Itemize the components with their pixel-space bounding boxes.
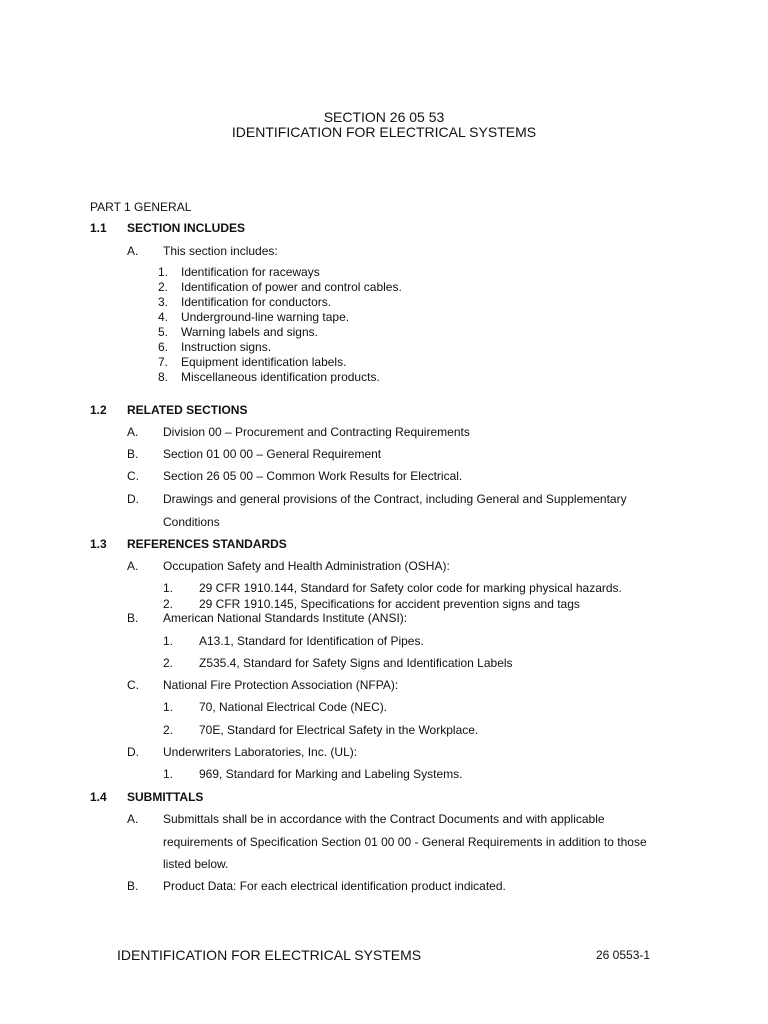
paragraph-letter: D. bbox=[127, 745, 139, 759]
list-item: Equipment identification labels. bbox=[181, 355, 347, 369]
article-1-1-title: SECTION INCLUDES bbox=[127, 221, 246, 235]
subparagraph-text: A13.1, Standard for Identification of Pipes. bbox=[199, 634, 424, 648]
paragraph-letter: A. bbox=[127, 425, 139, 439]
paragraph-text-continued: Conditions bbox=[163, 515, 220, 529]
footer-title: IDENTIFICATION FOR ELECTRICAL SYSTEMS bbox=[117, 947, 422, 963]
list-item: Identification for raceways bbox=[181, 265, 320, 279]
article-1-3-number: 1.3 bbox=[90, 537, 107, 551]
list-item: Warning labels and signs. bbox=[181, 325, 318, 339]
paragraph-letter: A. bbox=[127, 812, 139, 826]
section-number: SECTION 26 05 53 bbox=[323, 109, 445, 125]
article-1-4-title: SUBMITTALS bbox=[127, 790, 204, 804]
subparagraph-number: 1. bbox=[163, 581, 174, 595]
paragraph-letter: B. bbox=[127, 611, 139, 625]
paragraph-text: Section 01 00 00 – General Requirement bbox=[163, 447, 382, 461]
subparagraph-number: 2. bbox=[163, 723, 174, 737]
subparagraph-number: 1. bbox=[163, 634, 174, 648]
list-item: Instruction signs. bbox=[181, 340, 272, 354]
paragraph-letter: C. bbox=[127, 469, 139, 483]
paragraph-letter: D. bbox=[127, 492, 139, 506]
list-number: 7. bbox=[158, 355, 169, 369]
list-item: Miscellaneous identification products. bbox=[181, 370, 380, 384]
list-item: Underground-line warning tape. bbox=[181, 310, 350, 324]
article-1-3-title: REFERENCES STANDARDS bbox=[127, 537, 287, 551]
article-1-2-number: 1.2 bbox=[90, 403, 107, 417]
section-title: IDENTIFICATION FOR ELECTRICAL SYSTEMS bbox=[231, 124, 537, 140]
paragraph-text: Occupation Safety and Health Administration (OSHA): bbox=[163, 559, 450, 573]
paragraph-letter: C. bbox=[127, 678, 139, 692]
paragraph-text-continued: listed below. bbox=[163, 857, 229, 871]
paragraph-text-continued: requirements of Specification Section 01 00 00 - General Requirements in addition to those bbox=[163, 835, 647, 849]
list-number: 6. bbox=[158, 340, 169, 354]
paragraph-text: Section 26 05 00 – Common Work Results for Electrical. bbox=[163, 469, 463, 483]
list-item: Identification of power and control cables. bbox=[181, 280, 402, 294]
paragraph-letter: A. bbox=[127, 244, 139, 258]
subparagraph-text: 70E, Standard for Electrical Safety in the Workplace. bbox=[199, 723, 479, 737]
subparagraph-text: 29 CFR 1910.145, Specifications for accident prevention signs and tags bbox=[199, 597, 580, 611]
list-number: 2. bbox=[158, 280, 169, 294]
paragraph-letter: B. bbox=[127, 447, 139, 461]
paragraph-text: National Fire Protection Association (NFPA): bbox=[163, 678, 399, 692]
subparagraph-text: 969, Standard for Marking and Labeling Systems. bbox=[199, 767, 463, 781]
part-heading: PART 1 GENERAL bbox=[90, 200, 192, 214]
paragraph-letter: B. bbox=[127, 879, 139, 893]
paragraph-text: American National Standards Institute (ANSI): bbox=[163, 611, 408, 625]
paragraph-text: Division 00 – Procurement and Contracting Requirements bbox=[163, 425, 470, 439]
article-1-2-title: RELATED SECTIONS bbox=[127, 403, 248, 417]
footer-page-number: 26 0553-1 bbox=[596, 948, 651, 962]
subparagraph-number: 2. bbox=[163, 597, 174, 611]
subparagraph-number: 1. bbox=[163, 767, 174, 781]
paragraph-text: Product Data: For each electrical identification product indicated. bbox=[163, 879, 506, 893]
list-number: 5. bbox=[158, 325, 169, 339]
subparagraph-text: Z535.4, Standard for Safety Signs and Identification Labels bbox=[199, 656, 513, 670]
list-number: 1. bbox=[158, 265, 169, 279]
list-number: 8. bbox=[158, 370, 169, 384]
paragraph-text: Underwriters Laboratories, Inc. (UL): bbox=[163, 745, 358, 759]
list-number: 4. bbox=[158, 310, 169, 324]
list-number: 3. bbox=[158, 295, 169, 309]
paragraph-text: This section includes: bbox=[163, 244, 278, 258]
paragraph-letter: A. bbox=[127, 559, 139, 573]
subparagraph-text: 29 CFR 1910.144, Standard for Safety color code for marking physical hazards. bbox=[199, 581, 622, 595]
subparagraph-number: 2. bbox=[163, 656, 174, 670]
article-1-4-number: 1.4 bbox=[90, 790, 107, 804]
article-1-1-number: 1.1 bbox=[90, 221, 107, 235]
paragraph-text: Drawings and general provisions of the Contract, including General and Supplementary bbox=[163, 492, 627, 506]
subparagraph-text: 70, National Electrical Code (NEC). bbox=[199, 700, 388, 714]
subparagraph-number: 1. bbox=[163, 700, 174, 714]
paragraph-text: Submittals shall be in accordance with the Contract Documents and with applicable bbox=[163, 812, 605, 826]
list-item: Identification for conductors. bbox=[181, 295, 332, 309]
